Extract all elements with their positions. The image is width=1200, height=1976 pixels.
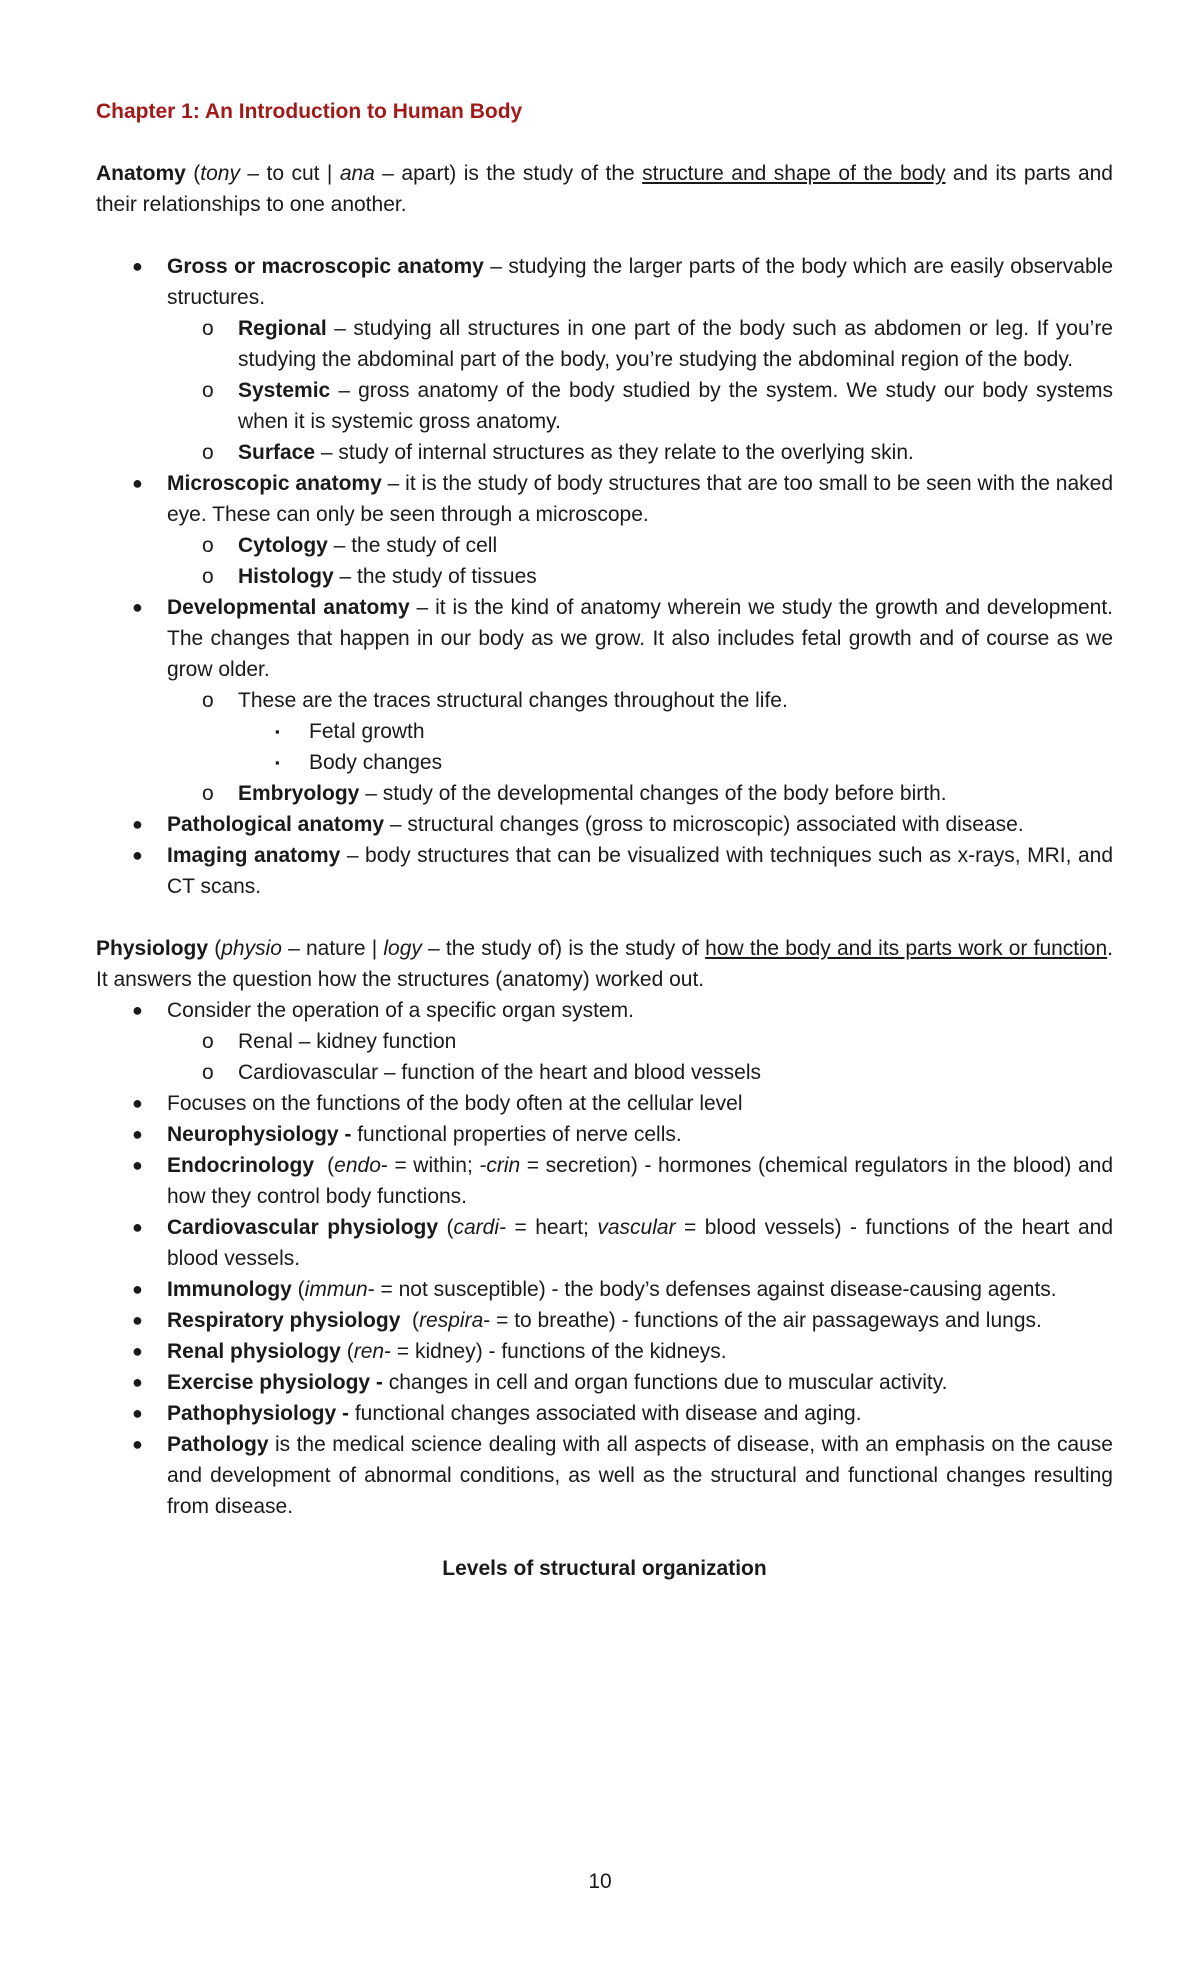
list-item: ● Pathophysiology - functional changes associated with disease and aging. bbox=[96, 1398, 1113, 1429]
circle-marker: o bbox=[202, 317, 214, 340]
sub-list bbox=[167, 685, 1113, 809]
list-item: ● Neurophysiology - functional properties of nerve cells. bbox=[96, 1119, 1113, 1150]
sub-list-item: o Cardiovascular – function of the heart and blood vessels bbox=[167, 1057, 1113, 1088]
circle-marker: o bbox=[202, 689, 214, 712]
bullet-marker: ● bbox=[132, 1124, 143, 1144]
circle-marker: o bbox=[202, 565, 214, 588]
circle-marker: o bbox=[202, 782, 214, 805]
levels-heading: Levels of structural organization bbox=[442, 1557, 767, 1580]
list-item: ● Developmental anatomy – it is the kind of anatomy wherein we study the growth and development. The changes that happen in our body as we grow. It also includes fetal growth and of course as we grow older. o These are the traces structural changes throughout the life. ▪ Fetal growth ▪ Body changes o Embryology – study of the developmental changes of the body before birth. bbox=[96, 592, 1113, 809]
bullet-marker: ● bbox=[132, 1372, 143, 1392]
circle-marker: o bbox=[202, 379, 214, 402]
anatomy-term: Anatomy bbox=[96, 162, 186, 185]
square-marker: ▪ bbox=[275, 755, 280, 770]
list-item: ● Microscopic anatomy – it is the study of body structures that are too small to be seen with the naked eye. These can only be seen through a microscope. o Cytology – the study of cell o Histology – the study of tissues bbox=[96, 468, 1113, 592]
sub-list-item: o Systemic – gross anatomy of the body studied by the system. We study our body systems when it is systemic gross anatomy. bbox=[167, 375, 1113, 437]
circle-marker: o bbox=[202, 441, 214, 464]
physiology-underlined: how the body and its parts work or function bbox=[705, 937, 1108, 960]
list-item: ● Pathological anatomy – structural changes (gross to microscopic) associated with disease. bbox=[96, 809, 1113, 840]
physiology-term: Physiology bbox=[96, 937, 209, 960]
list-item: ● Respiratory physiology (respira- = to breathe) - functions of the air passageways and lungs. bbox=[96, 1305, 1113, 1336]
sub-list bbox=[167, 313, 1113, 468]
chapter-title: Chapter 1: An Introduction to Human Body bbox=[96, 100, 523, 123]
sub-list-item: o Embryology – study of the developmental changes of the body before birth. bbox=[167, 778, 1113, 809]
sub-list-item: o Regional – studying all structures in one part of the body such as abdomen or leg. If you’re studying the abdominal part of the body, you’re studying the abdominal region of the body. bbox=[167, 313, 1113, 375]
list-item: ● Focuses on the functions of the body often at the cellular level bbox=[96, 1088, 1113, 1119]
list-item: ● Consider the operation of a specific organ system. o Renal – kidney function o Cardiovascular – function of the heart and blood vessels bbox=[96, 995, 1113, 1088]
bullet-marker: ● bbox=[132, 1217, 143, 1237]
physiology-definition: Physiology (physio – nature | logy – the study of) is the study of how the body and its parts work or function. It answers the question how the structures (anatomy) worked out. bbox=[96, 937, 1113, 991]
sub-sub-list-item: ▪ Fetal growth bbox=[238, 716, 1113, 747]
list-item: ● Endocrinology (endo- = within; -crin = secretion) - hormones (chemical regulators in the blood) and how they control body functions. bbox=[96, 1150, 1113, 1212]
sub-list bbox=[167, 1026, 1113, 1088]
list-item: ● Renal physiology (ren- = kidney) - functions of the kidneys. bbox=[96, 1336, 1113, 1367]
sub-sub-list bbox=[238, 716, 1113, 778]
bullet-marker: ● bbox=[132, 473, 143, 493]
circle-marker: o bbox=[202, 534, 214, 557]
anatomy-list bbox=[96, 251, 1113, 902]
sub-list-item: o Histology – the study of tissues bbox=[167, 561, 1113, 592]
page-number: 10 bbox=[588, 1870, 612, 1893]
sub-list-item: o Surface – study of internal structures as they relate to the overlying skin. bbox=[167, 437, 1113, 468]
bullet-marker: ● bbox=[132, 1341, 143, 1361]
list-item: ● Exercise physiology - changes in cell and organ functions due to muscular activity. bbox=[96, 1367, 1113, 1398]
circle-marker: o bbox=[202, 1061, 214, 1084]
list-item: ● Imaging anatomy – body structures that can be visualized with techniques such as x-rays, MRI, and CT scans. bbox=[96, 840, 1113, 902]
sub-list bbox=[167, 530, 1113, 592]
bullet-marker: ● bbox=[132, 1155, 143, 1175]
list-item: ● Gross or macroscopic anatomy – studying the larger parts of the body which are easily observable structures. o Regional – studying all structures in one part of the body such as abdomen or leg. If you’re studying the abdominal part of the body, you’re studying the abdominal region of the body. o Systemic – gross anatomy of the body studied by the system. We study our body systems when it is systemic gross anatomy. o Surface – study of internal structures as they relate to the overlying skin. bbox=[96, 251, 1113, 468]
physiology-list bbox=[96, 995, 1113, 1522]
bullet-marker: ● bbox=[132, 1000, 143, 1020]
bullet-marker: ● bbox=[132, 597, 143, 617]
document-page bbox=[96, 96, 1113, 1584]
bullet-marker: ● bbox=[132, 1310, 143, 1330]
anatomy-definition: Anatomy (tony – to cut | ana – apart) is the study of the structure and shape of the body and its parts and their relationships to one another. bbox=[96, 162, 1113, 216]
square-marker: ▪ bbox=[275, 724, 280, 739]
bullet-marker: ● bbox=[132, 1279, 143, 1299]
bullet-marker: ● bbox=[132, 256, 143, 276]
anatomy-underlined: structure and shape of the body bbox=[642, 162, 946, 185]
list-item: ● Pathology is the medical science dealing with all aspects of disease, with an emphasis on the cause and development of abnormal conditions, as well as the structural and functional changes resulting from disease. bbox=[96, 1429, 1113, 1522]
circle-marker: o bbox=[202, 1030, 214, 1053]
sub-list-item: o Renal – kidney function bbox=[167, 1026, 1113, 1057]
bullet-marker: ● bbox=[132, 1403, 143, 1423]
list-item: ● Cardiovascular physiology (cardi- = heart; vascular = blood vessels) - functions of the heart and blood vessels. bbox=[96, 1212, 1113, 1274]
bullet-marker: ● bbox=[132, 814, 143, 834]
bullet-marker: ● bbox=[132, 845, 143, 865]
sub-sub-list-item: ▪ Body changes bbox=[238, 747, 1113, 778]
list-item: ● Immunology (immun- = not susceptible) - the body’s defenses against disease-causing agents. bbox=[96, 1274, 1113, 1305]
sub-list-item: o These are the traces structural changes throughout the life. ▪ Fetal growth ▪ Body changes bbox=[167, 685, 1113, 778]
sub-list-item: o Cytology – the study of cell bbox=[167, 530, 1113, 561]
bullet-marker: ● bbox=[132, 1434, 143, 1454]
bullet-marker: ● bbox=[132, 1093, 143, 1113]
